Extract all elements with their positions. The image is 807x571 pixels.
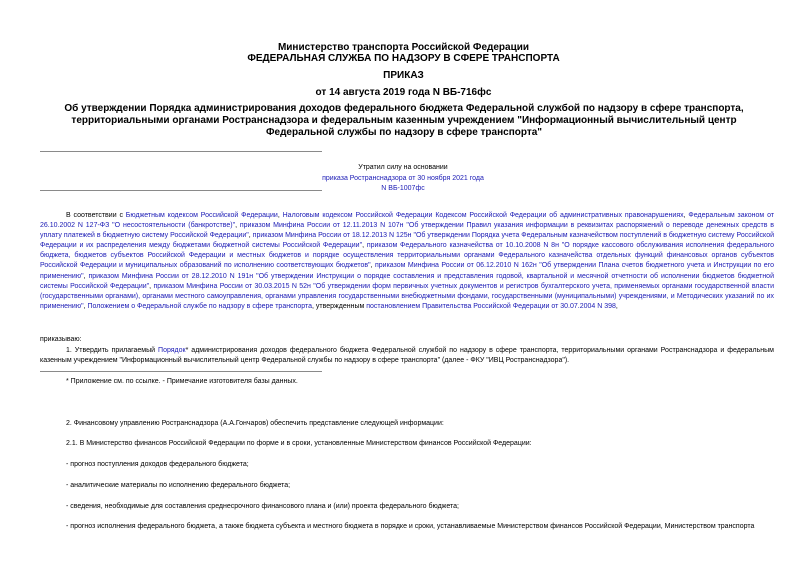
preamble-link[interactable]: приказом Минфина России от 06.12.2010 N 162н "Об утверждении Плана счетов бюджетного учета и Инструкции по его применению"	[40, 262, 774, 280]
list-item: - прогноз поступления доходов федерального бюджета;	[66, 461, 249, 468]
preamble-link[interactable]: Положением о Федеральной службе по надзору в сфере транспорта	[87, 302, 313, 310]
document-type: ПРИКАЗ	[383, 70, 424, 81]
preamble-link[interactable]: постановлением Правительства Российской Федерации от 30.07.2004 N 398	[366, 302, 616, 310]
item-1-text: * администрирования доходов федерального бюджета Федеральной службой по надзору в сфере транспорта, территориальными органами Ространснадзора и федеральным казенным учреждением "Информационный вычислительный центр Федеральной службы по надзору в сфере транспорта" (далее - ФКУ "ИВЦ Ространснадзора").	[40, 347, 774, 365]
preamble-link[interactable]: приказом Федерального казначейства от 10.10.2008 N 8н "О порядке кассового обслуживания исполнения федерального бюджета, бюджетов субъектов Российской Федерации и местных бюджетов и порядке осуществления территориальными органами Федерального казначейства отдельных функций финансовых органов субъектов Российской Федерации и муниципальных образований по исполнению соответствующих бюджетов"	[40, 242, 774, 270]
preamble-text: ,	[149, 282, 154, 290]
preamble-text: ,	[277, 212, 283, 219]
ministry-title: Министерство транспорта Российской Федерации	[277, 42, 530, 53]
preamble-text: В соответствии с	[66, 212, 126, 219]
preamble-text: ,	[683, 212, 689, 219]
order-word: приказываю:	[40, 336, 82, 343]
preamble-link[interactable]: приказом Минфина России от 18.12.2013 N 125н "Об утверждении Порядка учета Федеральным казначейством поступлений в бюджетную систему Российской Федерации и их распределения между бюджетами бюджетной системы Российской Федерации"	[40, 232, 774, 250]
preamble-text: ,	[615, 302, 618, 310]
preamble-text: ,	[83, 302, 88, 310]
divider	[40, 371, 322, 372]
divider	[40, 151, 322, 152]
preamble-link[interactable]: приказом Минфина России от 28.12.2010 N 191н "Об утверждении Инструкции о порядке составления и представления годовой, квартальной и месячной отчетности об исполнении бюджетов бюджетной системы Российской Федерации"	[40, 272, 774, 290]
procedure-link[interactable]: Порядок	[158, 347, 186, 354]
divider	[40, 190, 322, 191]
preamble-link[interactable]: Кодексом Российской Федерации об административных правонарушениях	[435, 212, 684, 219]
item-2-1: 2.1. В Министерство финансов Российской Федерации по форме и в сроки, установленные Министерством финансов Российской Федерации:	[66, 440, 532, 447]
preamble-text: ,	[362, 242, 367, 250]
preamble-paragraph	[40, 211, 774, 312]
preamble-link[interactable]: Налоговым кодексом Российской Федерации	[282, 212, 433, 219]
document-subject: Об утверждении Порядка администрирования доходов федерального бюджета Федеральной службой по надзору в сфере транспорта, территориальными органами Ространснадзора и федеральным казенным учреждением "Информационный вычислительный центр Федеральной службы по надзору в сфере транспорта"	[64, 103, 744, 138]
item-2: 2. Финансовому управлению Ространснадзора (А.А.Гончаров) обеспечить представление следующей информации:	[66, 420, 444, 427]
preamble-link[interactable]: приказом Минфина России от 30.03.2015 N 52н "Об утверждении форм первичных учетных документов и регистров бухгалтерского учета, применяемых органами государственной власти (государственными органами), органами местного самоуправления, органами управления государственными внебюджетными фондами, государственными (муниципальными) учреждениями, и Методических указаний по их применению"	[40, 282, 775, 310]
document-date-number: от 14 августа 2019 года N ВБ-716фс	[315, 87, 492, 98]
list-item: - аналитические материалы по исполнению федерального бюджета;	[66, 482, 291, 489]
list-item: - сведения, необходимые для составления среднесрочного финансового плана и (или) проекта федерального бюджета;	[66, 503, 459, 510]
agency-title: ФЕДЕРАЛЬНАЯ СЛУЖБА ПО НАДЗОРУ В СФЕРЕ ТРАНСПОРТА	[247, 53, 560, 64]
preamble-link[interactable]: Бюджетным кодексом Российской Федерации	[125, 212, 278, 219]
preamble-link[interactable]: Федеральным законом от 26.10.2002 N 127-ФЗ "О несостоятельности (банкротстве)"	[40, 212, 775, 230]
preamble-text: ,	[370, 262, 375, 270]
item-1-paragraph	[40, 346, 774, 366]
preamble-text: ,	[248, 232, 253, 240]
preamble-link[interactable]: приказом Минфина России от 12.11.2013 N 107н "Об утверждении Правил указания информации в реквизитах распоряжений о переводе денежных средств в уплату платежей в бюджетную систему Российской Федерации"	[40, 222, 775, 240]
footnote: * Приложение см. по ссылке. - Примечание изготовителя базы данных.	[66, 378, 298, 385]
list-item: - прогноз исполнения федерального бюджета, а также бюджета субъекта и местного бюджета в порядке и сроки, устанавливаемые Министерством финансов Российской Федерации, Министерством транспорта	[66, 523, 755, 530]
lost-force-note: Утратил силу на основании	[358, 164, 448, 171]
preamble-text: , утвержденным	[312, 302, 367, 310]
preamble-text: ,	[83, 272, 89, 280]
preamble-text: ,	[235, 222, 240, 230]
lost-force-link[interactable]: приказа Ространснадзора от 30 ноября 2021 года N ВБ-1007фс	[322, 175, 484, 192]
item-1-text: 1. Утвердить прилагаемый	[66, 347, 159, 354]
